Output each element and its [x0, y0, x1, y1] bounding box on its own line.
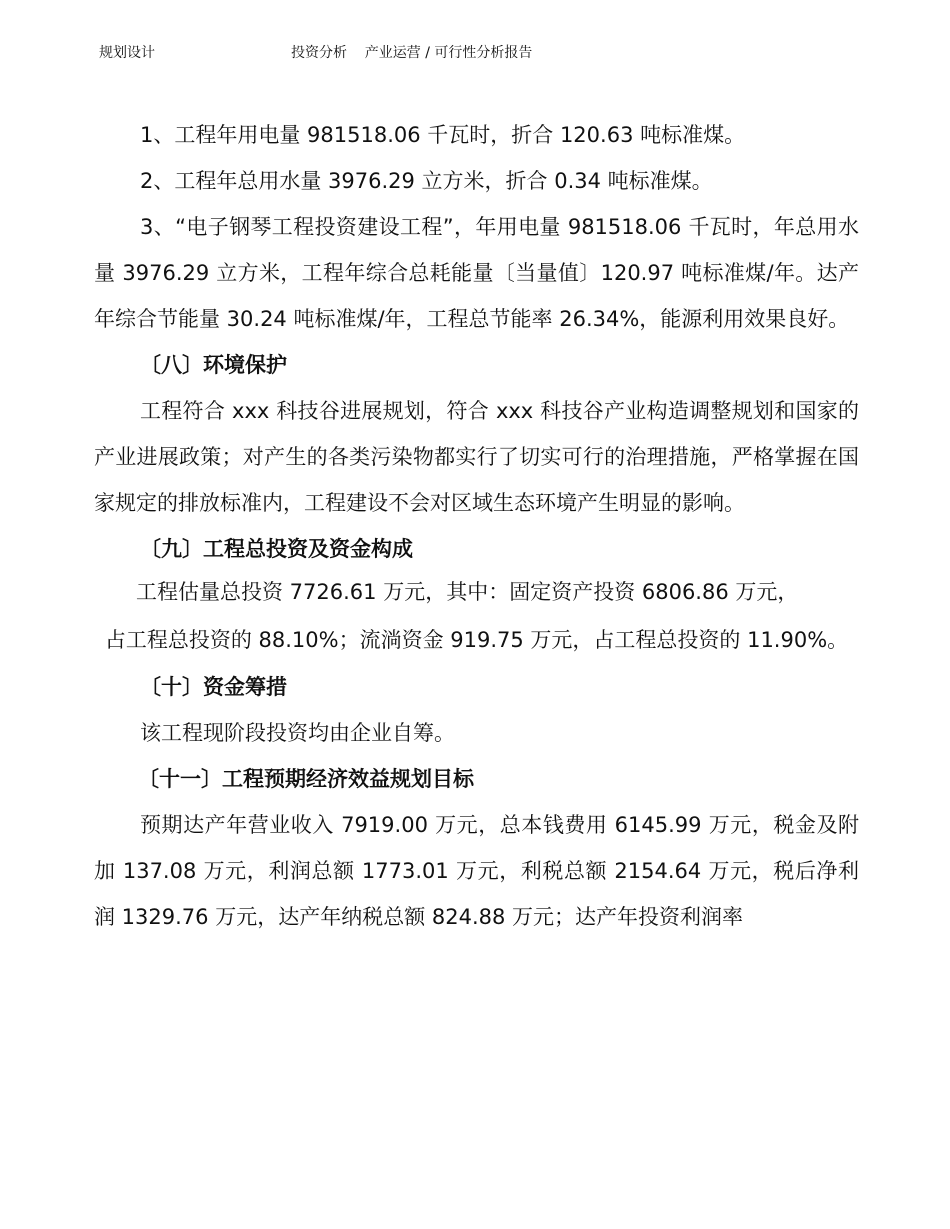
section-heading-investment: 〔九〕工程总投资及资金构成 — [140, 537, 413, 561]
paragraph-investment-line2: 占工程总投资的 88.10%；流淌资金 919.75 万元，占工程总投资的 11.90%。 — [104, 628, 849, 652]
section-heading-funding: 〔十〕资金筹措 — [140, 675, 287, 699]
header-left-title: 规划设计 — [99, 45, 155, 61]
paragraph-funding: 该工程现阶段投资均由企业自筹。 — [140, 721, 455, 745]
paragraph-electricity: 1、工程年用电量 981518.06 千瓦时，折合 120.63 吨标准煤。 — [140, 123, 746, 147]
paragraph-economic-targets: 预期达产年营业收入 7919.00 万元，总本钱费用 6145.99 万元，税金及附加 137.08 万元，利润总额 1773.01 万元，利税总额 2154.64 万元，税后净利润 1329.76 万元，达产年纳税总额 824.88 万元；达产年投资利润率 — [94, 813, 859, 929]
paragraph-water: 2、工程年总用水量 3976.29 立方米，折合 0.34 吨标准煤。 — [140, 169, 713, 193]
paragraph-environment: 工程符合 xxx 科技谷进展规划，符合 xxx 科技谷产业构造调整规划和国家的产业进展政策；对产生的各类污染物都实行了切实可行的治理措施，严格掌握在国家规定的排放标准内，工程建设不会对区域生态环境产生明显的影响。 — [94, 399, 859, 515]
document-body — [94, 112, 859, 940]
paragraph-energy-summary: 3、“电子钢琴工程投资建设工程”，年用电量 981518.06 千瓦时，年总用水量 3976.29 立方米，工程年综合总耗能量〔当量值〕120.97 吨标准煤/年。达产年综合节能量 30.24 吨标准煤/年，工程总节能率 26.34%，能源利用效果良好。 — [94, 215, 859, 331]
page-header — [0, 43, 950, 65]
section-heading-environment: 〔八〕环境保护 — [140, 353, 287, 377]
section-heading-economic-targets: 〔十一〕工程预期经济效益规划目标 — [138, 767, 474, 791]
header-right-title: 投资分析 产业运营 / 可行性分析报告 — [291, 45, 533, 61]
paragraph-investment-line1: 工程估量总投资 7726.61 万元，其中：固定资产投资 6806.86 万元， — [136, 580, 799, 604]
